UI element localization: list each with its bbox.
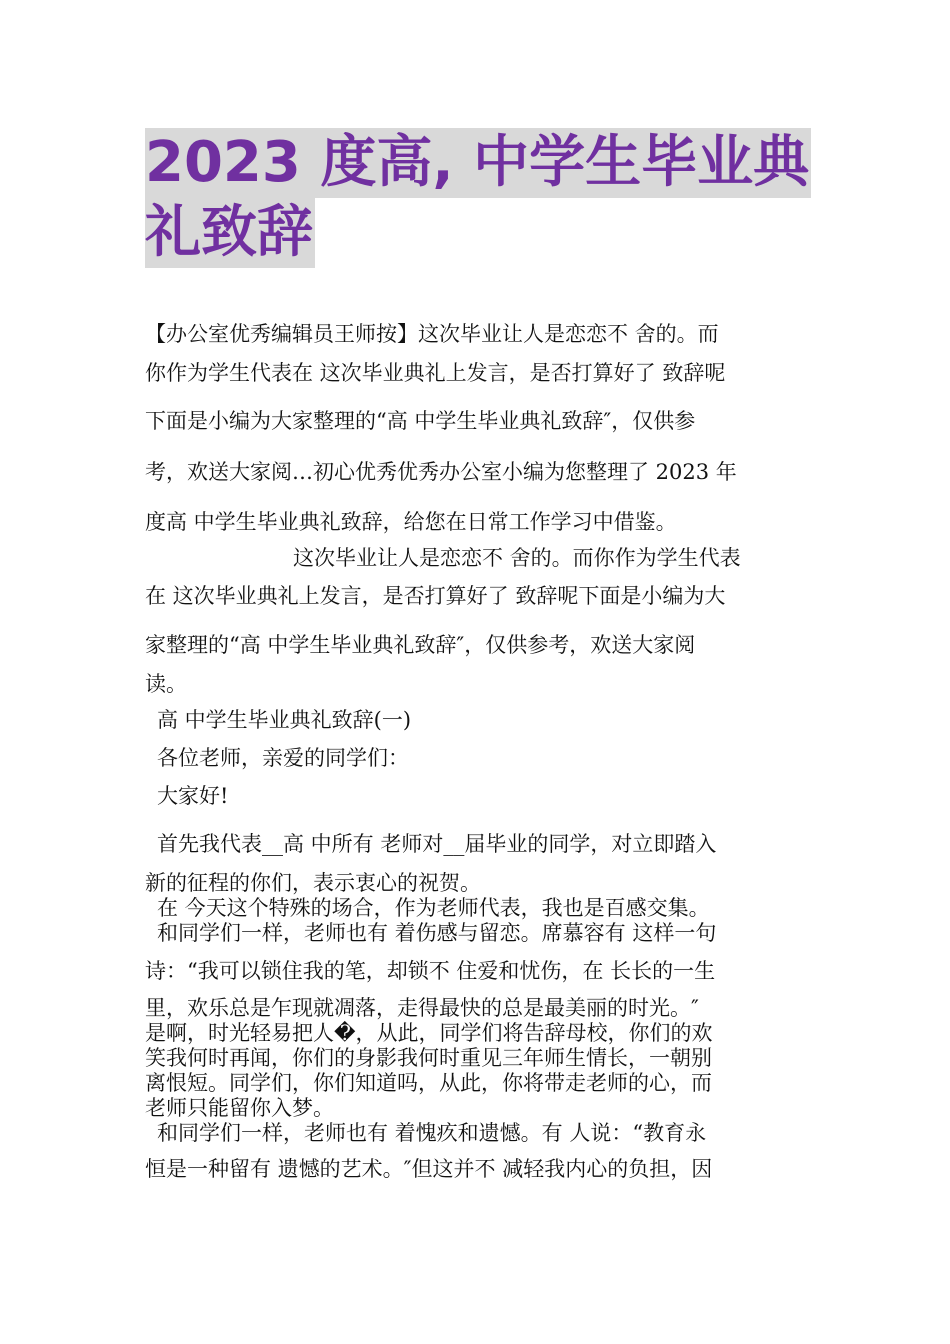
text-line: 诗：“我可以锁住我的笔，却锁不 住爱和忧伤，在 长长的一生 bbox=[145, 959, 716, 983]
text-line: 你作为学生代表在 这次毕业典礼上发言，是否打算好了 致辞呢 bbox=[145, 361, 726, 385]
text-line: 高 中学生毕业典礼致辞(一) bbox=[157, 708, 412, 732]
text-line: 大家好! bbox=[157, 784, 229, 808]
text-line: 下面是小编为大家整理的“高 中学生毕业典礼致辞″，仅供参 bbox=[145, 409, 696, 433]
text-line: 在 这次毕业典礼上发言，是否打算好了 致辞呢下面是小编为大 bbox=[145, 584, 726, 608]
text-line: 这次毕业让人是恋恋不 舍的。而你作为学生代表 bbox=[293, 546, 741, 570]
text-line: 在 今天这个特殊的场合，作为老师代表，我也是百感交集。 bbox=[157, 896, 710, 920]
text-line: 家整理的“高 中学生毕业典礼致辞″，仅供参考，欢送大家阅 bbox=[145, 633, 696, 657]
text-line: 度高 中学生毕业典礼致辞，给您在日常工作学习中借鉴。 bbox=[145, 510, 677, 534]
text-line: 里，欢乐总是乍现就凋落，走得最快的总是最美丽的时光。″ bbox=[145, 996, 699, 1020]
text-line: 和同学们一样，老师也有 着伤感与留恋。席慕容有 这样一句 bbox=[157, 921, 717, 945]
text-line: 笑我何时再闻，你们的身影我何时重见三年师生情长，一朝别 bbox=[145, 1046, 712, 1070]
text-line: 各位老师，亲爱的同学们： bbox=[157, 746, 409, 770]
text-line: 考，欢送大家阅…初心优秀优秀办公室小编为您整理了 2023 年 bbox=[145, 460, 737, 484]
title-line-2: 礼致辞 bbox=[145, 198, 315, 268]
text-line: 恒是一种留有 遗憾的艺术。″但这并不 减轻我内心的负担，因 bbox=[145, 1157, 713, 1181]
text-line: 是啊，时光轻易把人�，从此，同学们将告辞母校，你们的欢 bbox=[145, 1021, 713, 1045]
text-line: 读。 bbox=[145, 672, 187, 696]
text-line: 新的征程的你们，表示衷心的祝贺。 bbox=[145, 871, 481, 895]
text-line: 【办公室优秀编辑员王师按】这次毕业让人是恋恋不 舍的。而 bbox=[145, 322, 719, 346]
text-line: 和同学们一样，老师也有 着愧疚和遗憾。有 人说：“教育永 bbox=[157, 1121, 707, 1145]
title-line-1: 2023 度高, 中学生毕业典 bbox=[145, 128, 811, 198]
text-line: 离恨短。同学们，你们知道吗，从此，你将带走老师的心，而 bbox=[145, 1071, 712, 1095]
text-line: 老师只能留你入梦。 bbox=[145, 1096, 334, 1120]
text-line: 首先我代表__高 中所有 老师对__届毕业的同学，对立即踏入 bbox=[157, 832, 717, 856]
document-title bbox=[145, 128, 815, 268]
